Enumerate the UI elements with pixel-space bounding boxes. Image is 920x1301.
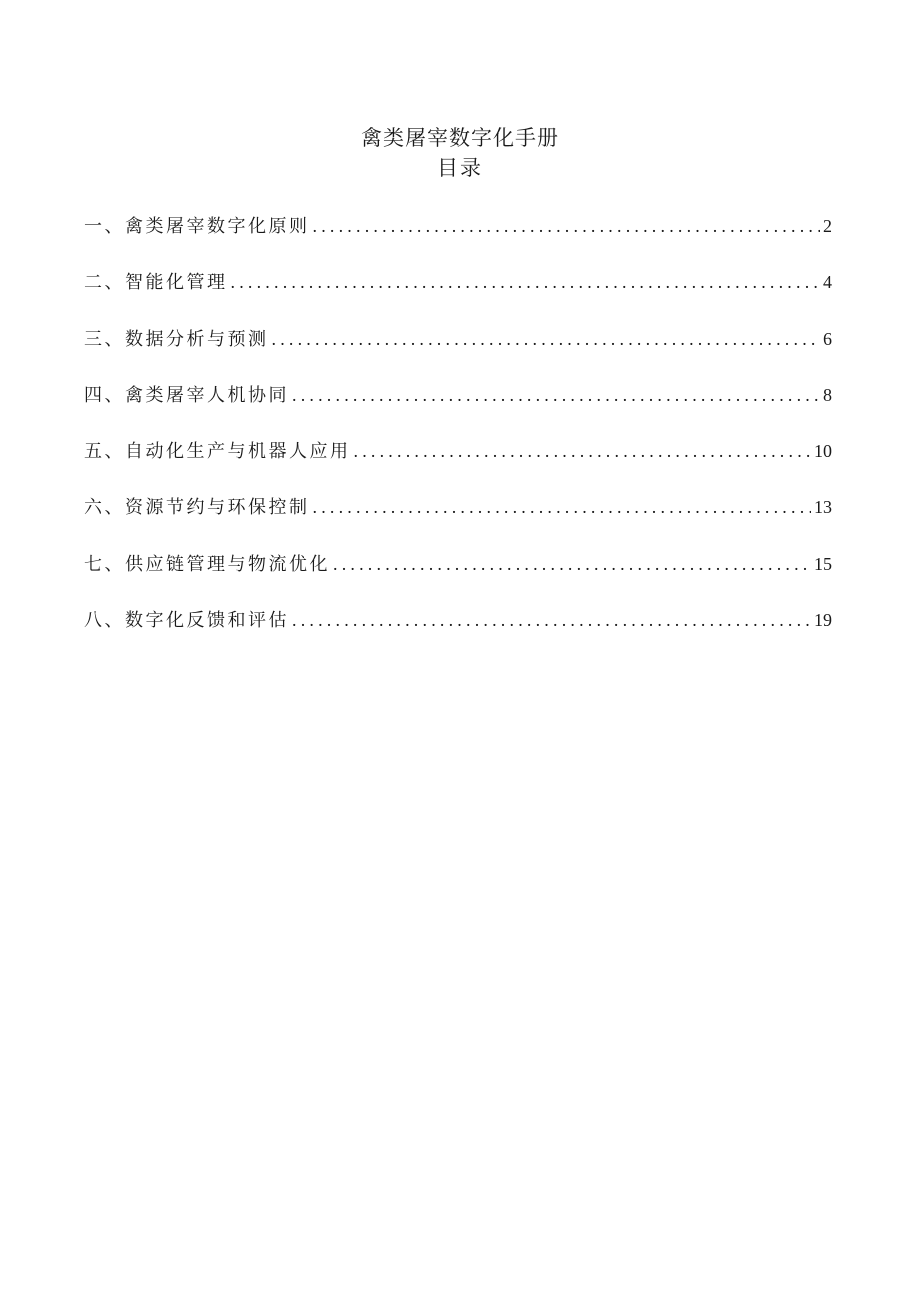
toc-entry-page: 15 <box>814 553 832 574</box>
toc-entry-page: 13 <box>814 497 832 518</box>
toc-entry-label: 六、资源节约与环保控制 <box>84 497 310 519</box>
toc-entry-page: 8 <box>823 384 832 405</box>
toc-entry[interactable] <box>84 264 832 320</box>
toc-dot-leader <box>231 264 821 300</box>
toc-entry[interactable] <box>84 546 832 602</box>
toc-entry-label: 四、禽类屠宰人机协同 <box>84 384 289 406</box>
toc-dot-leader <box>292 602 811 638</box>
toc-entry[interactable] <box>84 208 832 264</box>
table-of-contents <box>84 208 832 658</box>
toc-dot-leader <box>313 208 821 244</box>
toc-entry[interactable] <box>84 377 832 433</box>
toc-entry-page: 4 <box>823 272 832 293</box>
toc-dot-leader <box>292 377 820 413</box>
toc-dot-leader <box>272 321 821 357</box>
toc-entry[interactable] <box>84 433 832 489</box>
toc-entry-label: 一、禽类屠宰数字化原则 <box>84 216 310 237</box>
toc-entry[interactable] <box>84 602 832 658</box>
toc-entry-page: 10 <box>814 441 832 462</box>
toc-entry-label: 七、供应链管理与物流优化 <box>84 553 330 575</box>
toc-entry-label: 三、数据分析与预测 <box>84 328 269 350</box>
toc-entry-label: 二、智能化管理 <box>84 272 228 294</box>
toc-entry-page: 6 <box>823 328 832 349</box>
toc-dot-leader <box>354 433 812 469</box>
toc-entry-label: 五、自动化生产与机器人应用 <box>84 441 351 463</box>
toc-entry[interactable] <box>84 489 832 545</box>
toc-dot-leader <box>313 489 812 525</box>
toc-entry-label: 八、数字化反馈和评估 <box>84 610 289 632</box>
toc-entry[interactable] <box>84 321 832 377</box>
document-title: 禽类屠宰数字化手册 <box>361 126 559 150</box>
toc-entry-page: 2 <box>823 216 832 236</box>
toc-dot-leader <box>333 546 811 582</box>
toc-heading: 目录 <box>437 156 483 180</box>
toc-entry-page: 19 <box>814 610 832 631</box>
